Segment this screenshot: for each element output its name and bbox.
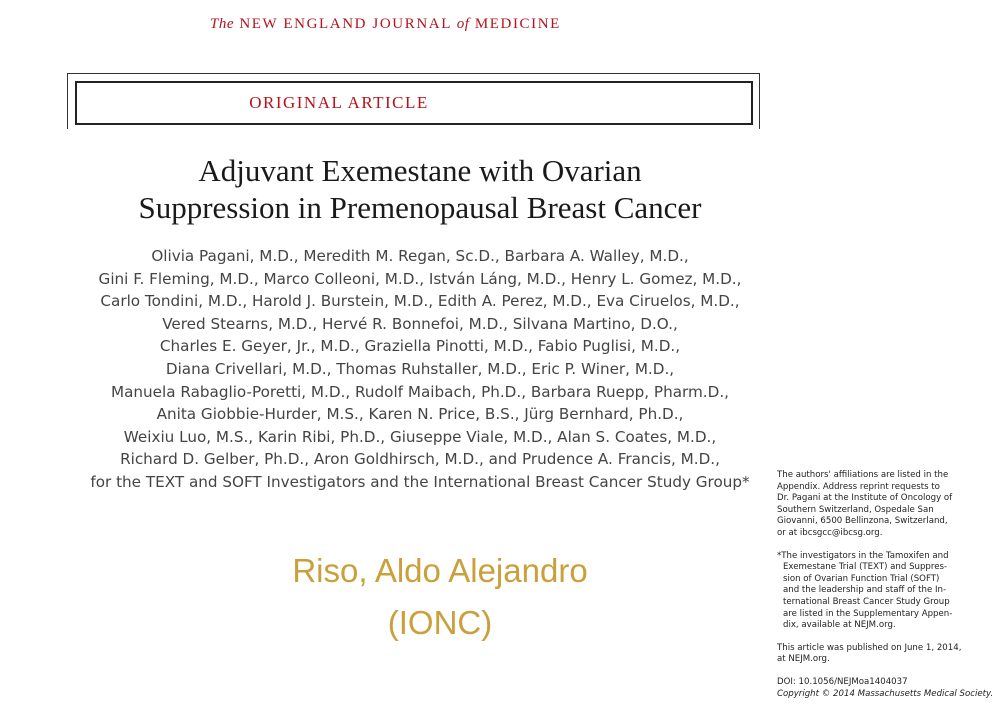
sidebar-line: *The investigators in the Tamoxifen and bbox=[777, 550, 949, 561]
investigators-note bbox=[777, 551, 957, 632]
title-line: Adjuvant Exemestane with Ovarian bbox=[198, 153, 642, 188]
author-line: Charles E. Geyer, Jr., M.D., Graziella Pinotti, M.D., Fabio Puglisi, M.D., bbox=[159, 337, 681, 356]
article-type: ORIGINAL ARTICLE bbox=[249, 93, 429, 112]
author-line: Richard D. Gelber, Ph.D., Aron Goldhirsch, M.D., and Prudence A. Francis, M.D., bbox=[120, 450, 720, 469]
sidebar-line: dix, available at NEJM.org. bbox=[783, 620, 896, 631]
sidebar-line: Dr. Pagani at the Institute of Oncology of bbox=[777, 493, 953, 504]
presenter-affiliation: (IONC) bbox=[387, 604, 493, 641]
sidebar-line: sion of Ovarian Function Trial (SOFT) bbox=[783, 573, 940, 584]
journal-prefix: The bbox=[210, 16, 234, 32]
article-type-box bbox=[75, 81, 753, 125]
sidebar-line: Appendix. Address reprint requests to bbox=[777, 481, 940, 492]
author-line: Diana Crivellari, M.D., Thomas Ruhstaller, M.D., Eric P. Winer, M.D., bbox=[165, 359, 675, 378]
sidebar-line: and the leadership and staff of the In- bbox=[783, 585, 947, 596]
doi: DOI: 10.1056/NEJMoa1404037 bbox=[777, 676, 908, 687]
doi-note bbox=[777, 676, 993, 700]
sidebar-line: Exemestane Trial (TEXT) and Suppres- bbox=[783, 562, 948, 573]
title-line: Suppression in Premenopausal Breast Cancer bbox=[138, 190, 702, 225]
journal-name-main: NEW ENGLAND JOURNAL bbox=[239, 16, 452, 32]
author-line: Weixiu Luo, M.S., Karin Ribi, Ph.D., Giuseppe Viale, M.D., Alan S. Coates, M.D., bbox=[123, 427, 717, 446]
author-line: Olivia Pagani, M.D., Meredith M. Regan, Sc.D., Barbara A. Walley, M.D., bbox=[151, 247, 689, 265]
author-line: for the TEXT and SOFT Investigators and the International Breast Cancer Study Group* bbox=[90, 472, 750, 491]
author-line: Gini F. Fleming, M.D., Marco Colleoni, M.D., István Láng, M.D., Henry L. Gomez, M.D., bbox=[98, 269, 742, 288]
sidebar-line: The authors' affiliations are listed in the bbox=[777, 470, 949, 480]
sidebar-line: at NEJM.org. bbox=[777, 654, 830, 665]
presenter-name: Riso, Aldo Alejandro bbox=[292, 552, 588, 589]
author-line: Vered Stearns, M.D., Hervé R. Bonnefoi, M.D., Silvana Martino, D.O., bbox=[162, 314, 678, 333]
journal-of: of bbox=[456, 16, 470, 32]
author-list bbox=[60, 245, 780, 494]
sidebar-line: ternational Breast Cancer Study Group bbox=[783, 596, 950, 607]
copyright: Copyright © 2014 Massachusetts Medical Society. bbox=[777, 688, 993, 699]
journal-name-end: MEDICINE bbox=[474, 16, 561, 32]
article-sidebar bbox=[777, 470, 993, 700]
affiliations-note bbox=[777, 470, 957, 540]
sidebar-line: Giovanni, 6500 Bellinzona, Switzerland, bbox=[777, 516, 948, 527]
sidebar-line: or at ibcsgcc@ibcsg.org. bbox=[777, 527, 883, 538]
article-title bbox=[60, 152, 780, 226]
publication-note bbox=[777, 642, 962, 666]
presenter-block bbox=[240, 545, 640, 649]
journal-header bbox=[210, 16, 620, 33]
author-line: Carlo Tondini, M.D., Harold J. Burstein, M.D., Edith A. Perez, M.D., Eva Ciruelos, M.D., bbox=[100, 292, 740, 311]
author-line: Manuela Rabaglio-Poretti, M.D., Rudolf Maibach, Ph.D., Barbara Ruepp, Pharm.D., bbox=[111, 382, 729, 401]
sidebar-line: Southern Switzerland, Ospedale San bbox=[777, 504, 934, 515]
sidebar-line: are listed in the Supplementary Appen- bbox=[783, 608, 953, 619]
author-line: Anita Giobbie-Hurder, M.S., Karen N. Price, B.S., Jürg Bernhard, Ph.D., bbox=[156, 405, 684, 424]
sidebar-line: This article was published on June 1, 2014, bbox=[777, 642, 962, 653]
